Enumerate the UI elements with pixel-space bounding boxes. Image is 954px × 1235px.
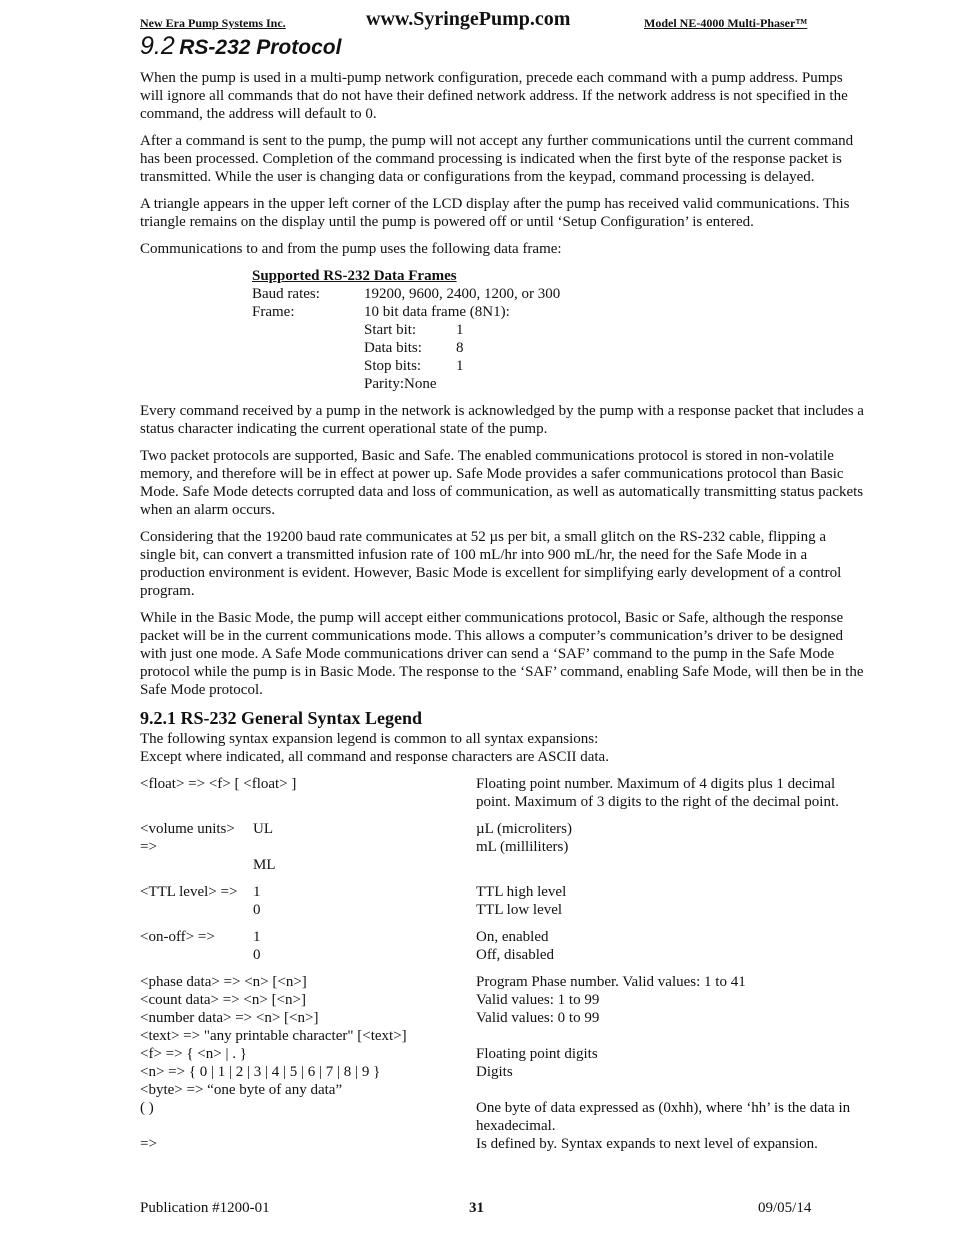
legend-row [140, 973, 864, 991]
legend-row-desc [476, 1027, 864, 1045]
legend-onoff-off: 0 [253, 947, 261, 963]
baud-label: Baud rates: [252, 286, 320, 302]
legend-row-syntax: => [140, 1136, 157, 1152]
baud-value: 19200, 9600, 2400, 1200, or 300 [364, 286, 561, 302]
stop-bits-value: 1 [456, 358, 464, 374]
legend-intro-1: The following syntax expansion legend is common to all syntax expansions: [140, 731, 599, 747]
legend-ttl-high-desc: TTL high level [476, 884, 567, 900]
stop-bits-label: Stop bits: [364, 358, 422, 374]
paragraph-command-processing: After a command is sent to the pump, the pump will not accept any further communications until the current command has been processed. Completion of the command processing is indicated when the first byte of the response packet is transmitted. While the user is changing data or configurations from the keypad, command processing is delayed. [140, 133, 854, 185]
baud-row [252, 285, 864, 303]
legend-row [140, 1009, 864, 1027]
legend-ttl-level [140, 883, 864, 919]
legend-row-syntax: <byte> => “one byte of any data” [140, 1082, 343, 1098]
start-bit-row [364, 321, 864, 339]
legend-volume-units [140, 820, 864, 874]
legend-ttl-key: <TTL level> => [140, 884, 238, 900]
legend-volume-ul: UL [253, 821, 273, 837]
paragraph-acknowledge: Every command received by a pump in the network is acknowledged by the pump with a response packet that includes a status character indicating the current operational state of the pump. [140, 403, 864, 437]
legend-row-desc: Valid values: 0 to 99 [476, 1010, 600, 1026]
legend-row-desc [476, 1081, 864, 1099]
legend-row-syntax: <n> => { 0 | 1 | 2 | 3 | 4 | 5 | 6 | 7 | 8 | 9 } [140, 1064, 381, 1080]
legend-row [140, 991, 864, 1009]
section-title [140, 32, 341, 61]
legend-row-syntax: <f> => { <n> | . } [140, 1046, 247, 1062]
footer-publication: Publication #1200-01 [140, 1200, 270, 1216]
subsection-title: 9.2.1 RS-232 General Syntax Legend [140, 708, 423, 728]
page-body [140, 69, 864, 1153]
legend-ttl-high: 1 [253, 884, 261, 900]
legend-on-off [140, 928, 864, 964]
header-company: New Era Pump Systems Inc. [140, 16, 286, 30]
footer-page-number: 31 [469, 1200, 484, 1216]
frame-value: 10 bit data frame (8N1): [364, 304, 510, 320]
section-title-text: RS-232 Protocol [179, 36, 342, 59]
paragraph-protocols: Two packet protocols are supported, Basic and Safe. The enabled communications protocol is stored in non-volatile memory, and therefore will be in effect at power up. Safe Mode provides a safer communications protocol than Basic Mode. Safe Mode detects corrupted data and loss of communication, as well as automatically transmitting status packets when an alarm occurs. [140, 448, 864, 518]
legend-ttl-low-desc: TTL low level [476, 902, 563, 918]
header-website: www.SyringePump.com [366, 8, 571, 30]
start-bit-label: Start bit: [364, 322, 417, 338]
legend-row-syntax: <count data> => <n> [<n>] [140, 992, 306, 1008]
legend-row-syntax: <number data> => <n> [<n>] [140, 1010, 319, 1026]
data-bits-row [364, 339, 864, 357]
legend-float [140, 775, 864, 811]
legend-volume-key: <volume units> => [140, 821, 235, 855]
legend-row-desc: Is defined by. Syntax expands to next level of expansion. [476, 1136, 818, 1152]
paragraph-network-address: When the pump is used in a multi-pump network configuration, precede each command with a pump address. Pumps will ignore all commands that do not have their defined network address. If the network address is not specified in the command, the address will default to 0. [140, 70, 848, 122]
legend-row-syntax: <text> => "any printable character" [<text>] [140, 1028, 407, 1044]
legend-row-syntax: ( ) [140, 1100, 154, 1116]
legend-onoff-on: 1 [253, 929, 261, 945]
frame-row [252, 303, 864, 321]
paragraph-data-frame: Communications to and from the pump uses the following data frame: [140, 241, 562, 257]
legend-volume-ml: ML [253, 857, 276, 873]
legend-row-desc: Program Phase number. Valid values: 1 to 41 [476, 974, 746, 990]
legend-row [140, 1081, 864, 1099]
legend-ttl-low: 0 [253, 902, 261, 918]
legend-volume-ml-desc: mL (milliliters) [476, 839, 569, 855]
legend-onoff-on-desc: On, enabled [476, 929, 549, 945]
paragraph-basic-mode: While in the Basic Mode, the pump will accept either communications protocol, Basic or Safe, although the response packet will be in the current communications mode. This allows a computer’s communication’s driver to be designed with just one mode. A Safe Mode communications driver can send a ‘SAF’ command to the pump in the Safe Mode protocol while the pump is in Basic Mode. The response to the ‘SAF’ command, enabling Safe Mode, will then be in the Safe Mode protocol. [140, 610, 864, 698]
legend-intro-2: Except where indicated, all command and response characters are ASCII data. [140, 749, 609, 765]
paragraph-baud-glitch: Considering that the 19200 baud rate communicates at 52 µs per bit, a small glitch on the RS-232 cable, flipping a single bit, can convert a transmitted infusion rate of 100 mL/hr into 900 mL/hr, the need for the Safe Mode in a production environment is evident. However, Basic Mode is excellent for simplifying early development of a control program. [140, 529, 842, 599]
data-bits-label: Data bits: [364, 340, 422, 356]
legend-row-desc: Floating point digits [476, 1046, 598, 1062]
legend-float-desc: Floating point number. Maximum of 4 digits plus 1 decimal point. Maximum of 3 digits to the right of the decimal point. [476, 776, 839, 810]
footer-date: 09/05/14 [758, 1200, 812, 1216]
parity-row [364, 375, 864, 393]
data-frames-title: Supported RS-232 Data Frames [252, 268, 457, 284]
legend-volume-ul-desc: µL (microliters) [476, 821, 572, 837]
start-bit-value: 1 [456, 322, 464, 338]
frame-label: Frame: [252, 304, 295, 320]
header-model: Model NE-4000 Multi-Phaser™ [644, 16, 808, 30]
parity-text: Parity:None [364, 376, 437, 392]
legend-row-syntax: <phase data> => <n> [<n>] [140, 974, 307, 990]
stop-bits-row [364, 357, 864, 375]
legend-onoff-key: <on-off> => [140, 929, 215, 945]
legend-row-desc: One byte of data expressed as (0xhh), where ‘hh’ is the data in hexadecimal. [476, 1100, 851, 1134]
legend-onoff-off-desc: Off, disabled [476, 947, 555, 963]
data-frames-block [252, 267, 864, 393]
section-number: 9.2 [140, 32, 175, 60]
legend-row [140, 1027, 864, 1045]
legend-row-desc: Digits [476, 1064, 513, 1080]
legend-row [140, 1135, 864, 1153]
legend-row [140, 1063, 864, 1081]
data-bits-value: 8 [456, 340, 464, 356]
legend-row-desc: Valid values: 1 to 99 [476, 992, 600, 1008]
legend-float-syntax: <float> => <f> [ <float> ] [140, 776, 297, 792]
legend-row [140, 1099, 864, 1135]
paragraph-triangle: A triangle appears in the upper left corner of the LCD display after the pump has received valid communications. This triangle remains on the display until the pump is powered off or until ‘Setup Configuration’ is entered. [140, 196, 850, 230]
legend-row [140, 1045, 864, 1063]
